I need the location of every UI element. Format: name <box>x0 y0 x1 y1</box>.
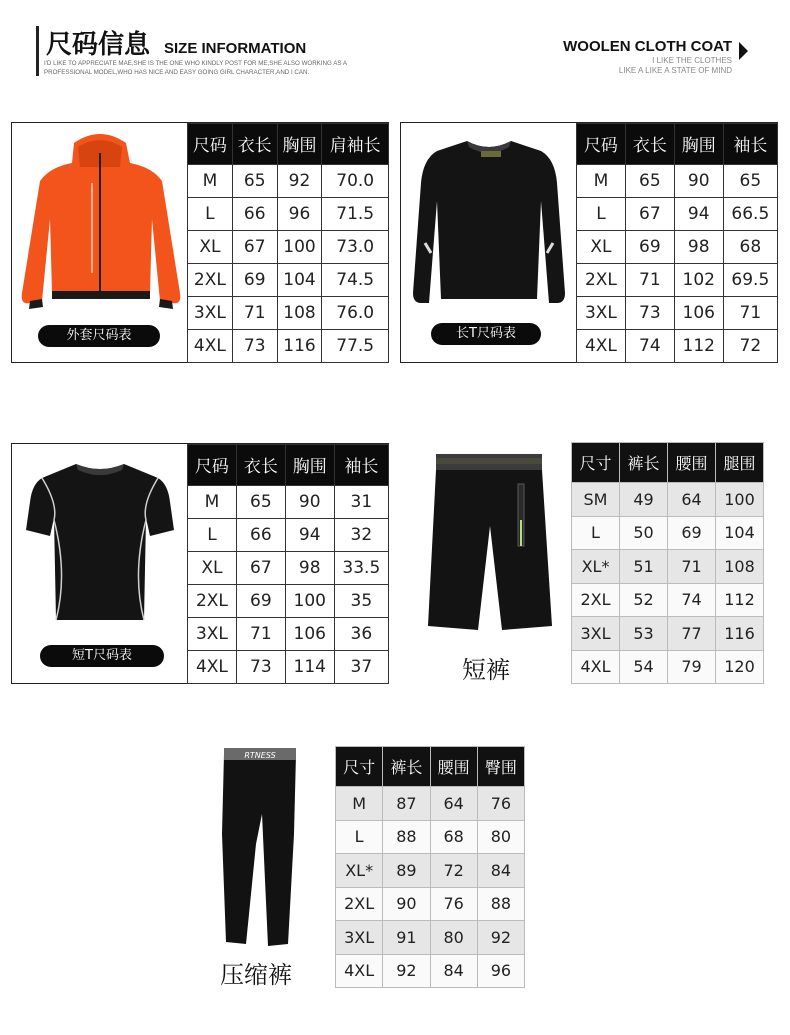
table-cell: 35 <box>334 584 388 617</box>
page-title-en: SIZE INFORMATION <box>164 40 307 57</box>
table-cell: 92 <box>277 164 322 197</box>
tights-caption: 压缩裤 <box>220 961 292 989</box>
table-cell: 92 <box>477 921 524 954</box>
jacket-size-table <box>187 123 389 363</box>
table-row <box>336 787 525 820</box>
table-cell: 53 <box>620 617 668 650</box>
table-cell: 73 <box>232 329 277 362</box>
table-row <box>188 485 389 518</box>
column-header: 腰围 <box>668 443 716 483</box>
table-cell: 80 <box>477 820 524 853</box>
column-header: 衣长 <box>625 124 674 165</box>
table-cell: 3XL <box>188 296 233 329</box>
table-cell: 52 <box>620 583 668 616</box>
column-header: 胸围 <box>277 124 322 165</box>
brand-title: WOOLEN CLOTH COAT <box>563 38 732 55</box>
table-cell: 69 <box>232 263 277 296</box>
table-cell: XL <box>188 230 233 263</box>
column-header: 衣长 <box>232 124 277 165</box>
table-cell: 3XL <box>577 296 626 329</box>
table-cell: 94 <box>674 197 723 230</box>
long-tee-size-label: 长T尺码表 <box>431 323 541 345</box>
table-cell: 71 <box>232 296 277 329</box>
table-cell: 106 <box>674 296 723 329</box>
table-cell: 106 <box>285 617 334 650</box>
table-cell: 96 <box>477 954 524 988</box>
long-tee-size-panel <box>400 122 778 363</box>
table-cell: 71 <box>625 263 674 296</box>
table-cell: 64 <box>430 787 477 820</box>
table-cell: 90 <box>285 485 334 518</box>
shorts-image <box>420 450 560 640</box>
table-cell: 65 <box>236 485 285 518</box>
column-header: 尺码 <box>577 124 626 165</box>
table-cell: 91 <box>383 921 430 954</box>
table-cell: 100 <box>716 483 764 516</box>
table-cell: 74 <box>625 329 674 362</box>
table-cell: 3XL <box>572 617 620 650</box>
column-header: 腿围 <box>716 443 764 483</box>
table-cell: 76.0 <box>322 296 389 329</box>
table-cell: M <box>188 485 237 518</box>
table-cell: 92 <box>383 954 430 988</box>
table-cell: 89 <box>383 854 430 887</box>
table-cell: 76 <box>477 787 524 820</box>
table-row <box>188 650 389 683</box>
table-cell: 66.5 <box>723 197 777 230</box>
arrow-right-icon <box>739 42 748 60</box>
tights-size-table <box>335 746 525 988</box>
table-cell: 64 <box>668 483 716 516</box>
table-cell: 4XL <box>188 329 233 362</box>
table-cell: 102 <box>674 263 723 296</box>
table-cell: 54 <box>620 650 668 684</box>
table-cell: 49 <box>620 483 668 516</box>
table-cell: 33.5 <box>334 551 388 584</box>
column-header: 袖长 <box>723 124 777 165</box>
table-row <box>577 230 778 263</box>
page-title-cn: 尺码信息 <box>46 30 151 60</box>
table-header-row <box>572 443 764 483</box>
table-row <box>577 164 778 197</box>
column-header: 尺寸 <box>336 747 383 787</box>
table-cell: M <box>188 164 233 197</box>
table-cell: L <box>572 516 620 549</box>
header-accent-bar <box>36 26 39 76</box>
table-cell: 112 <box>716 583 764 616</box>
table-cell: 96 <box>277 197 322 230</box>
table-row <box>188 230 389 263</box>
table-cell: 3XL <box>188 617 237 650</box>
table-cell: 2XL <box>572 583 620 616</box>
column-header: 尺码 <box>188 124 233 165</box>
table-cell: 71.5 <box>322 197 389 230</box>
table-cell: 71 <box>668 550 716 583</box>
column-header: 衣长 <box>236 445 285 486</box>
short-tee-size-table <box>187 444 389 684</box>
table-cell: 68 <box>723 230 777 263</box>
table-row <box>336 854 525 887</box>
table-row <box>572 483 764 516</box>
table-cell: 104 <box>277 263 322 296</box>
table-cell: 120 <box>716 650 764 684</box>
table-cell: 108 <box>277 296 322 329</box>
table-cell: 69 <box>625 230 674 263</box>
table-cell: 112 <box>674 329 723 362</box>
table-cell: 80 <box>430 921 477 954</box>
table-row <box>336 921 525 954</box>
table-row <box>188 617 389 650</box>
table-cell: 68 <box>430 820 477 853</box>
table-cell: 104 <box>716 516 764 549</box>
table-cell: XL <box>188 551 237 584</box>
table-cell: 94 <box>285 518 334 551</box>
table-row <box>572 516 764 549</box>
brand-subtitle <box>619 56 732 76</box>
table-cell: 4XL <box>336 954 383 988</box>
table-cell: 116 <box>277 329 322 362</box>
table-cell: 70.0 <box>322 164 389 197</box>
tights-image <box>210 744 310 954</box>
table-cell: 74 <box>668 583 716 616</box>
table-row <box>336 954 525 988</box>
column-header: 臀围 <box>477 747 524 787</box>
brand-subtitle-line2: LIKE A LIKE A STATE OF MIND <box>618 66 732 75</box>
column-header: 袖长 <box>334 445 388 486</box>
long-tee-size-table <box>576 123 778 363</box>
table-row <box>188 551 389 584</box>
table-cell: 4XL <box>188 650 237 683</box>
table-cell: 67 <box>625 197 674 230</box>
table-cell: 100 <box>285 584 334 617</box>
shorts-caption: 短裤 <box>462 656 510 684</box>
table-header-row <box>188 124 389 165</box>
table-cell: 3XL <box>336 921 383 954</box>
table-cell: 72 <box>723 329 777 362</box>
table-cell: 31 <box>334 485 388 518</box>
table-cell: 74.5 <box>322 263 389 296</box>
table-cell: 37 <box>334 650 388 683</box>
tights-waistband-text: RTNESS <box>244 751 276 760</box>
table-row <box>188 518 389 551</box>
table-row <box>577 329 778 362</box>
table-cell: 2XL <box>336 887 383 920</box>
table-cell: 2XL <box>577 263 626 296</box>
table-cell: 71 <box>236 617 285 650</box>
table-cell: 73.0 <box>322 230 389 263</box>
table-cell: 69.5 <box>723 263 777 296</box>
column-header: 胸围 <box>674 124 723 165</box>
table-row <box>188 164 389 197</box>
column-header: 尺码 <box>188 445 237 486</box>
jacket-size-panel <box>11 122 389 363</box>
table-row <box>188 296 389 329</box>
table-cell: 116 <box>716 617 764 650</box>
table-cell: 4XL <box>577 329 626 362</box>
table-cell: 98 <box>285 551 334 584</box>
table-cell: M <box>336 787 383 820</box>
column-header: 腰围 <box>430 747 477 787</box>
jacket-size-label: 外套尺码表 <box>38 325 160 347</box>
table-cell: 77 <box>668 617 716 650</box>
table-header-row <box>188 445 389 486</box>
table-row <box>577 296 778 329</box>
table-cell: XL* <box>572 550 620 583</box>
table-row <box>577 263 778 296</box>
table-cell: 69 <box>236 584 285 617</box>
table-cell: 4XL <box>572 650 620 684</box>
table-cell: 69 <box>668 516 716 549</box>
table-cell: L <box>336 820 383 853</box>
table-cell: 2XL <box>188 263 233 296</box>
table-cell: 88 <box>383 820 430 853</box>
table-cell: 90 <box>674 164 723 197</box>
table-row <box>572 617 764 650</box>
table-row <box>188 197 389 230</box>
table-cell: 79 <box>668 650 716 684</box>
table-row <box>572 650 764 684</box>
page-subtitle: I'D LIKE TO APPRECIATE MAE,SHE IS THE ONE WHO KINDLY POST FOR ME,SHE ALSO WORKING AS A PROFESSIONAL MODEL,WHO HAS NICE AND EASY GOING GIRL CHARACTER,AND I CAN. <box>44 60 347 76</box>
table-cell: 100 <box>277 230 322 263</box>
table-cell: 36 <box>334 617 388 650</box>
table-cell: 76 <box>430 887 477 920</box>
table-cell: 65 <box>232 164 277 197</box>
table-cell: SM <box>572 483 620 516</box>
table-cell: 114 <box>285 650 334 683</box>
table-cell: 88 <box>477 887 524 920</box>
short-tee-size-panel <box>11 443 389 684</box>
table-cell: 67 <box>236 551 285 584</box>
table-cell: L <box>188 518 237 551</box>
table-row <box>572 583 764 616</box>
table-cell: L <box>188 197 233 230</box>
table-row <box>188 584 389 617</box>
table-cell: 2XL <box>188 584 237 617</box>
table-row <box>336 820 525 853</box>
table-cell: 73 <box>625 296 674 329</box>
table-cell: XL* <box>336 854 383 887</box>
table-cell: L <box>577 197 626 230</box>
table-cell: 87 <box>383 787 430 820</box>
table-row <box>188 263 389 296</box>
table-cell: 72 <box>430 854 477 887</box>
brand-subtitle-line1: I LIKE THE CLOTHES <box>652 56 732 65</box>
table-cell: 73 <box>236 650 285 683</box>
table-cell: 65 <box>723 164 777 197</box>
shorts-size-table <box>571 442 764 684</box>
table-cell: 50 <box>620 516 668 549</box>
table-row <box>188 329 389 362</box>
column-header: 胸围 <box>285 445 334 486</box>
table-cell: 67 <box>232 230 277 263</box>
table-cell: 71 <box>723 296 777 329</box>
table-cell: 51 <box>620 550 668 583</box>
column-header: 尺寸 <box>572 443 620 483</box>
table-cell: XL <box>577 230 626 263</box>
table-cell: 32 <box>334 518 388 551</box>
table-header-row <box>336 747 525 787</box>
table-cell: 90 <box>383 887 430 920</box>
table-row <box>336 887 525 920</box>
table-cell: 66 <box>232 197 277 230</box>
table-cell: 84 <box>477 854 524 887</box>
column-header: 肩袖长 <box>322 124 389 165</box>
table-row <box>572 550 764 583</box>
table-row <box>577 197 778 230</box>
column-header: 裤长 <box>620 443 668 483</box>
table-cell: 108 <box>716 550 764 583</box>
column-header: 裤长 <box>383 747 430 787</box>
table-cell: 66 <box>236 518 285 551</box>
table-cell: 77.5 <box>322 329 389 362</box>
short-tee-size-label: 短T尺码表 <box>40 645 164 667</box>
table-header-row <box>577 124 778 165</box>
table-cell: 65 <box>625 164 674 197</box>
table-cell: M <box>577 164 626 197</box>
table-cell: 98 <box>674 230 723 263</box>
table-cell: 84 <box>430 954 477 988</box>
